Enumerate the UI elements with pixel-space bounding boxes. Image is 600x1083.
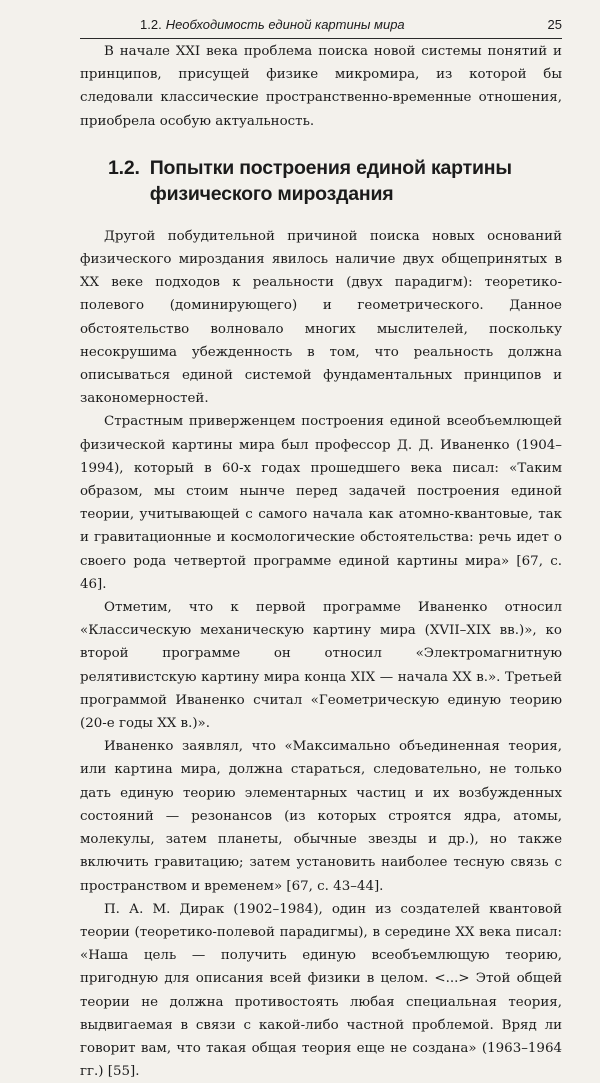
header-section-number: 1.2. — [140, 17, 162, 32]
paragraph: Другой побудительной причиной поиска новых оснований физического мироздания явилось наличие двух общепринятых в XX веке подходов к реальности (двух парадигм): теоретико-полевого (доминирующего) и геометрического. Данное обстоятельство волновало многих мыслителей, поскольку несокрушима убежденность в том, что реальность должна описываться единой системой фундаментальных принципов и закономерностей. — [80, 228, 562, 407]
header-section-name: Необходимость единой картины мира — [165, 17, 405, 32]
section-heading-title: Попытки построения единой картины физического мироздания — [149, 156, 512, 205]
header-section-title — [140, 17, 405, 32]
paragraph: Иваненко заявлял, что «Максимально объединенная теория, или картина мира, должна стараться, следовательно, не только дать единую теорию элементарных частиц и их возбужденных состояний — резонансов (из которых строятся ядра, атомы, молекулы, затем планеты, обычные звезды и др.), но также включить гравитацию; затем установить наиболее тесную связь с пространством и временем» [67, с. 43–44]. — [80, 739, 562, 894]
paragraph: П. А. М. Дирак (1902–1984), один из создателей квантовой теории (теоретико-полевой парадигмы), в середине XX века писал: «Наша цель — получить единую всеобъемлющую теорию, пригодную для описания всей физики в целом. <...> Этой общей теории не должна противостоять любая специальная теория, выдвигаемая в связи с какой-либо частной проблемой. Вряд ли говорит вам, что такая общая теория еще не создана» (1963–1964 гг.) [55]. — [80, 901, 562, 1080]
page-body — [80, 40, 562, 1083]
section-heading-number: 1.2. — [108, 156, 140, 179]
paragraph: Отметим, что к первой программе Иваненко относил «Классическую механическую картину мира (XVII–XIX вв.)», ко второй программе он относил «Электромагнитную релятивистскую картину мира конца XIX — начала XX в.». Третьей программой Иваненко считал «Геометрическую единую теорию (20-е годы XX в.)». — [80, 600, 562, 732]
running-header — [80, 12, 562, 39]
intro-paragraph: В начале XXI века проблема поиска новой системы понятий и принципов, присущей физике микромира, из которой бы следовали классические пространственно-временные отношения, приобрела особую актуальность. — [80, 44, 562, 129]
paragraph: Страстным приверженцем построения единой всеобъемлющей физической картины мира был профессор Д. Д. Иваненко (1904–1994), который в 60-х годах прошедшего века писал: «Таким образом, мы стоим нынче перед задачей построения единой теории, учитывающей с самого начала как атомно-квантовые, так и гравитационные и космологические обстоятельства: речь идет о своего рода четвертой программе единой картины мира» [67, с. 46]. — [80, 414, 562, 592]
page-number: 25 — [547, 17, 562, 32]
section-heading — [80, 155, 562, 207]
